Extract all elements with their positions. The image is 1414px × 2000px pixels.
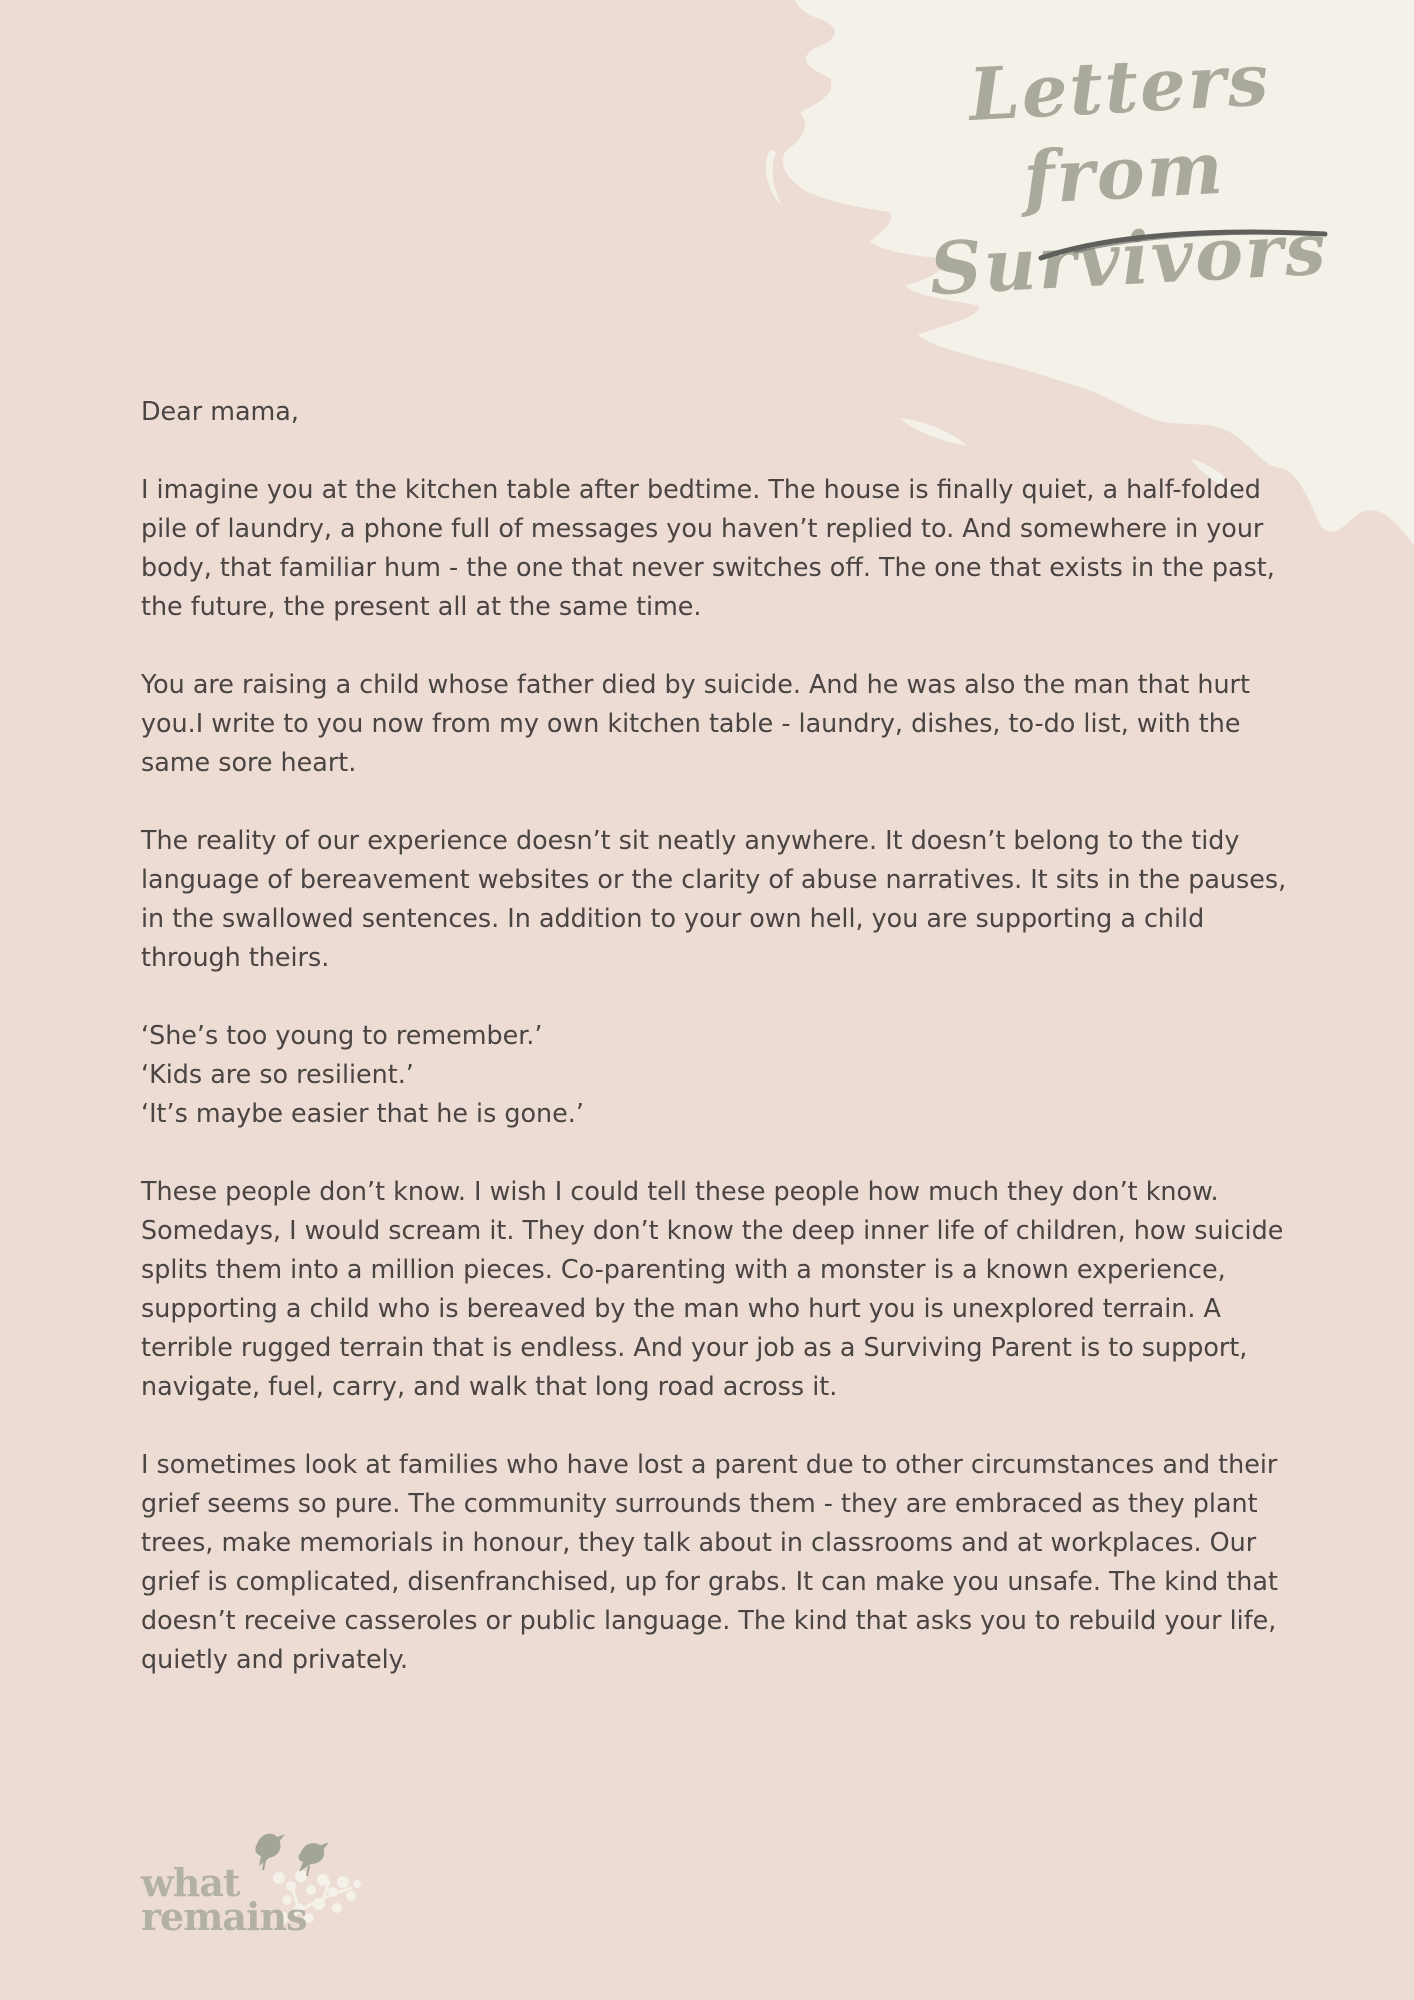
paragraph: I imagine you at the kitchen table after bedtime. The house is finally quiet, a half-folded pile of laundry, a phone full of messages you haven’t replied to. And somewhere in your body, that familiar hum - the one that never switches off. The one that exists in the past, the future, the present all at the same time.	[141, 474, 1275, 621]
quote-line: ‘It’s maybe easier that he is gone.’	[141, 1098, 584, 1128]
salutation: Dear mama,	[141, 396, 299, 426]
quote-list	[141, 1016, 1291, 1133]
what-remains-logo	[141, 1820, 381, 1940]
title-line-2: Survivors	[927, 205, 1330, 312]
title-line-1: Letters from	[966, 36, 1273, 221]
paragraph: These people don’t know. I wish I could tell these people how much they don’t know. Somedays, I would scream it. They don’t know the deep inner life of children, how suicide splits them into a million pieces. Co-parenting with a monster is a known experience, supporting a child who is bereaved by the man who hurt you is unexplored terrain. A terrible rugged terrain that is endless. And your job as a Surviving Parent is to support, navigate, fuel, carry, and walk that long road across it.	[141, 1176, 1284, 1401]
logo-word-what: what	[141, 1860, 240, 1905]
quote-line: ‘She’s too young to remember.’	[141, 1020, 543, 1050]
title-underline-stroke	[1035, 222, 1335, 262]
quote-line: ‘Kids are so resilient.’	[141, 1059, 414, 1089]
logo-word-remains: remains	[141, 1894, 307, 1939]
header-title	[898, 33, 1351, 314]
paragraph: You are raising a child whose father died by suicide. And he was also the man that hurt you.I write to you now from my own kitchen table - laundry, dishes, to-do list, with the same sore heart.	[141, 669, 1250, 777]
logo-wordmark	[141, 1860, 307, 1939]
paragraph: The reality of our experience doesn’t sit neatly anywhere. It doesn’t belong to the tidy language of bereavement websites or the clarity of abuse narratives. It sits in the pauses, in the swallowed sentences. In addition to your own hell, you are supporting a child through theirs.	[141, 825, 1287, 972]
letter-body	[141, 392, 1291, 1718]
paragraph: I sometimes look at families who have lost a parent due to other circumstances and their grief seems so pure. The community surrounds them - they are embraced as they plant trees, make memorials in honour, they talk about in classrooms and at workplaces. Our grief is complicated, disenfranchised, up for grabs. It can make you unsafe. The kind that doesn’t receive casseroles or public language. The kind that asks you to rebuild your life, quietly and privately.	[141, 1449, 1278, 1674]
